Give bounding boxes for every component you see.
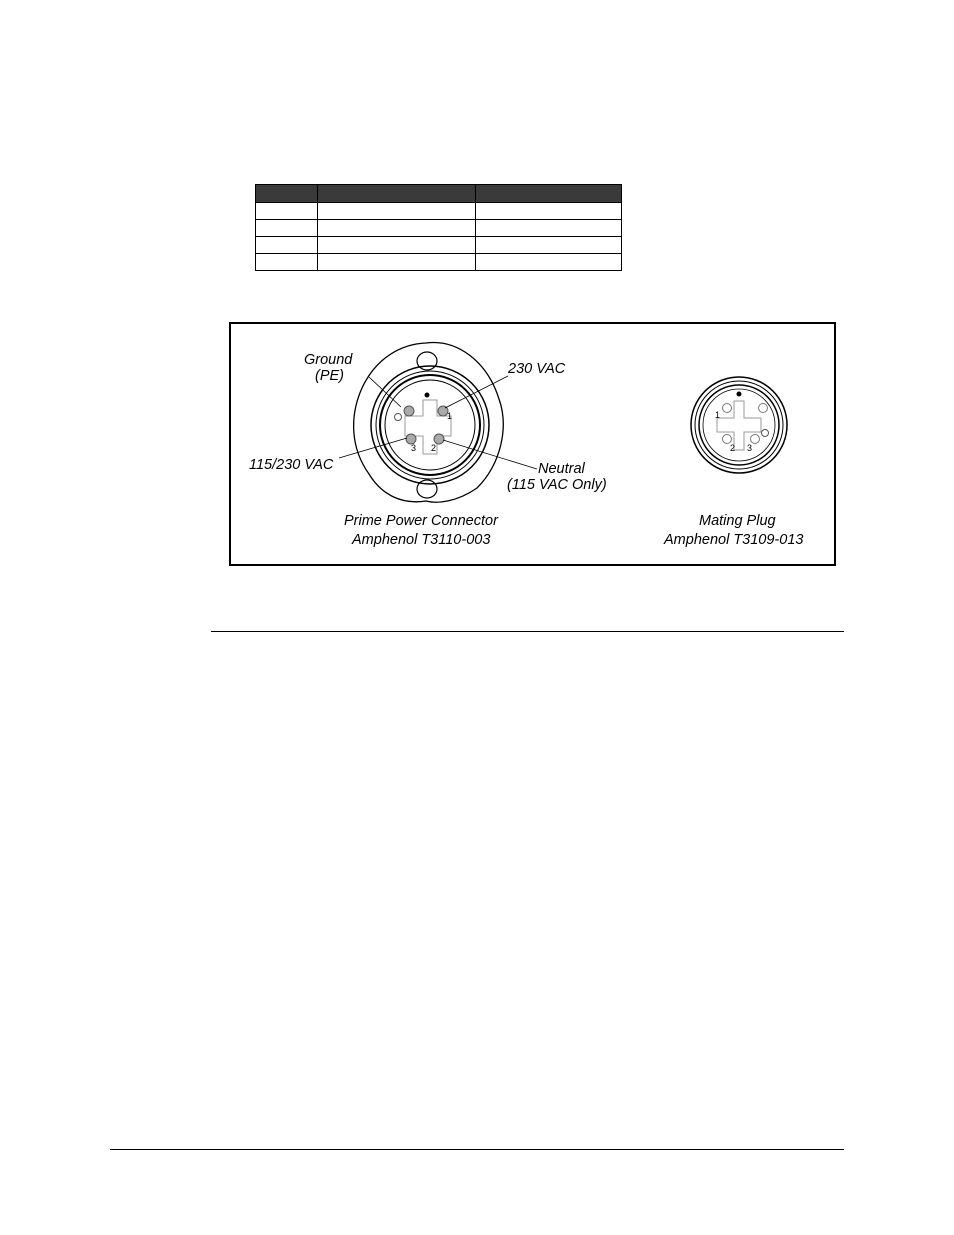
pin-assignment-table: [255, 184, 622, 271]
connector-ring-2: [376, 371, 484, 479]
pin-number: 3: [411, 443, 417, 453]
table-header-row: [256, 185, 622, 203]
ground-label-pe: (PE): [315, 368, 344, 384]
prime-power-connector: [249, 343, 607, 548]
connector-figure: [229, 322, 836, 566]
connector-diagram: [231, 324, 834, 564]
footer-divider: [110, 1149, 844, 1150]
connector-ring-3: [380, 375, 480, 475]
pin-number: 2: [431, 443, 437, 453]
prime-connector-part-number: Amphenol T3110-003: [352, 532, 491, 548]
table-cell: [256, 254, 318, 271]
table-cell: [318, 203, 476, 220]
table-cell: [476, 254, 622, 271]
table-cell: [476, 237, 622, 254]
table-cell: [256, 220, 318, 237]
table-cell: [318, 220, 476, 237]
pin-ground: [404, 406, 414, 416]
plug-socket-ground: [759, 404, 768, 413]
pin-number: 2: [730, 443, 736, 453]
pin-number: 1: [447, 411, 453, 421]
section-divider: [211, 631, 844, 632]
table-cell: [318, 237, 476, 254]
plug-socket-1: [723, 404, 732, 413]
table-row: [256, 254, 622, 271]
table-row: [256, 237, 622, 254]
table-row: [256, 220, 622, 237]
table-cell: [256, 237, 318, 254]
table-cell: [256, 203, 318, 220]
vac230-label: 230 VAC: [508, 361, 566, 377]
table-cell: [318, 254, 476, 271]
mating-plug: [663, 377, 803, 548]
table-header-cell: [318, 185, 476, 203]
pin-number: 3: [747, 443, 753, 453]
connector-outer-ring: [371, 366, 489, 484]
table-row: [256, 203, 622, 220]
connector-ring-4: [385, 380, 475, 470]
table-cell: [476, 203, 622, 220]
plug-ground-symbol: [762, 430, 769, 437]
prime-connector-caption: Prime Power Connector: [344, 513, 498, 529]
mating-plug-caption: Mating Plug: [699, 513, 776, 529]
vac115-230-label: 115/230 VAC: [249, 457, 334, 473]
table-header-cell: [476, 185, 622, 203]
plug-ring-3: [699, 385, 779, 465]
leader-line-neutral: [443, 440, 537, 469]
neutral-label-note: (115 VAC Only): [507, 477, 607, 493]
ground-symbol: [395, 414, 402, 421]
plug-outer-ring: [691, 377, 787, 473]
mating-plug-part-number: Amphenol T3109-013: [664, 532, 804, 548]
pin-number: 1: [715, 410, 721, 420]
key-dot: [425, 393, 430, 398]
neutral-label: Neutral: [538, 461, 585, 477]
table-cell: [476, 220, 622, 237]
plug-key-dot: [737, 392, 742, 397]
ground-label: Ground: [304, 352, 353, 368]
table-header-cell: [256, 185, 318, 203]
